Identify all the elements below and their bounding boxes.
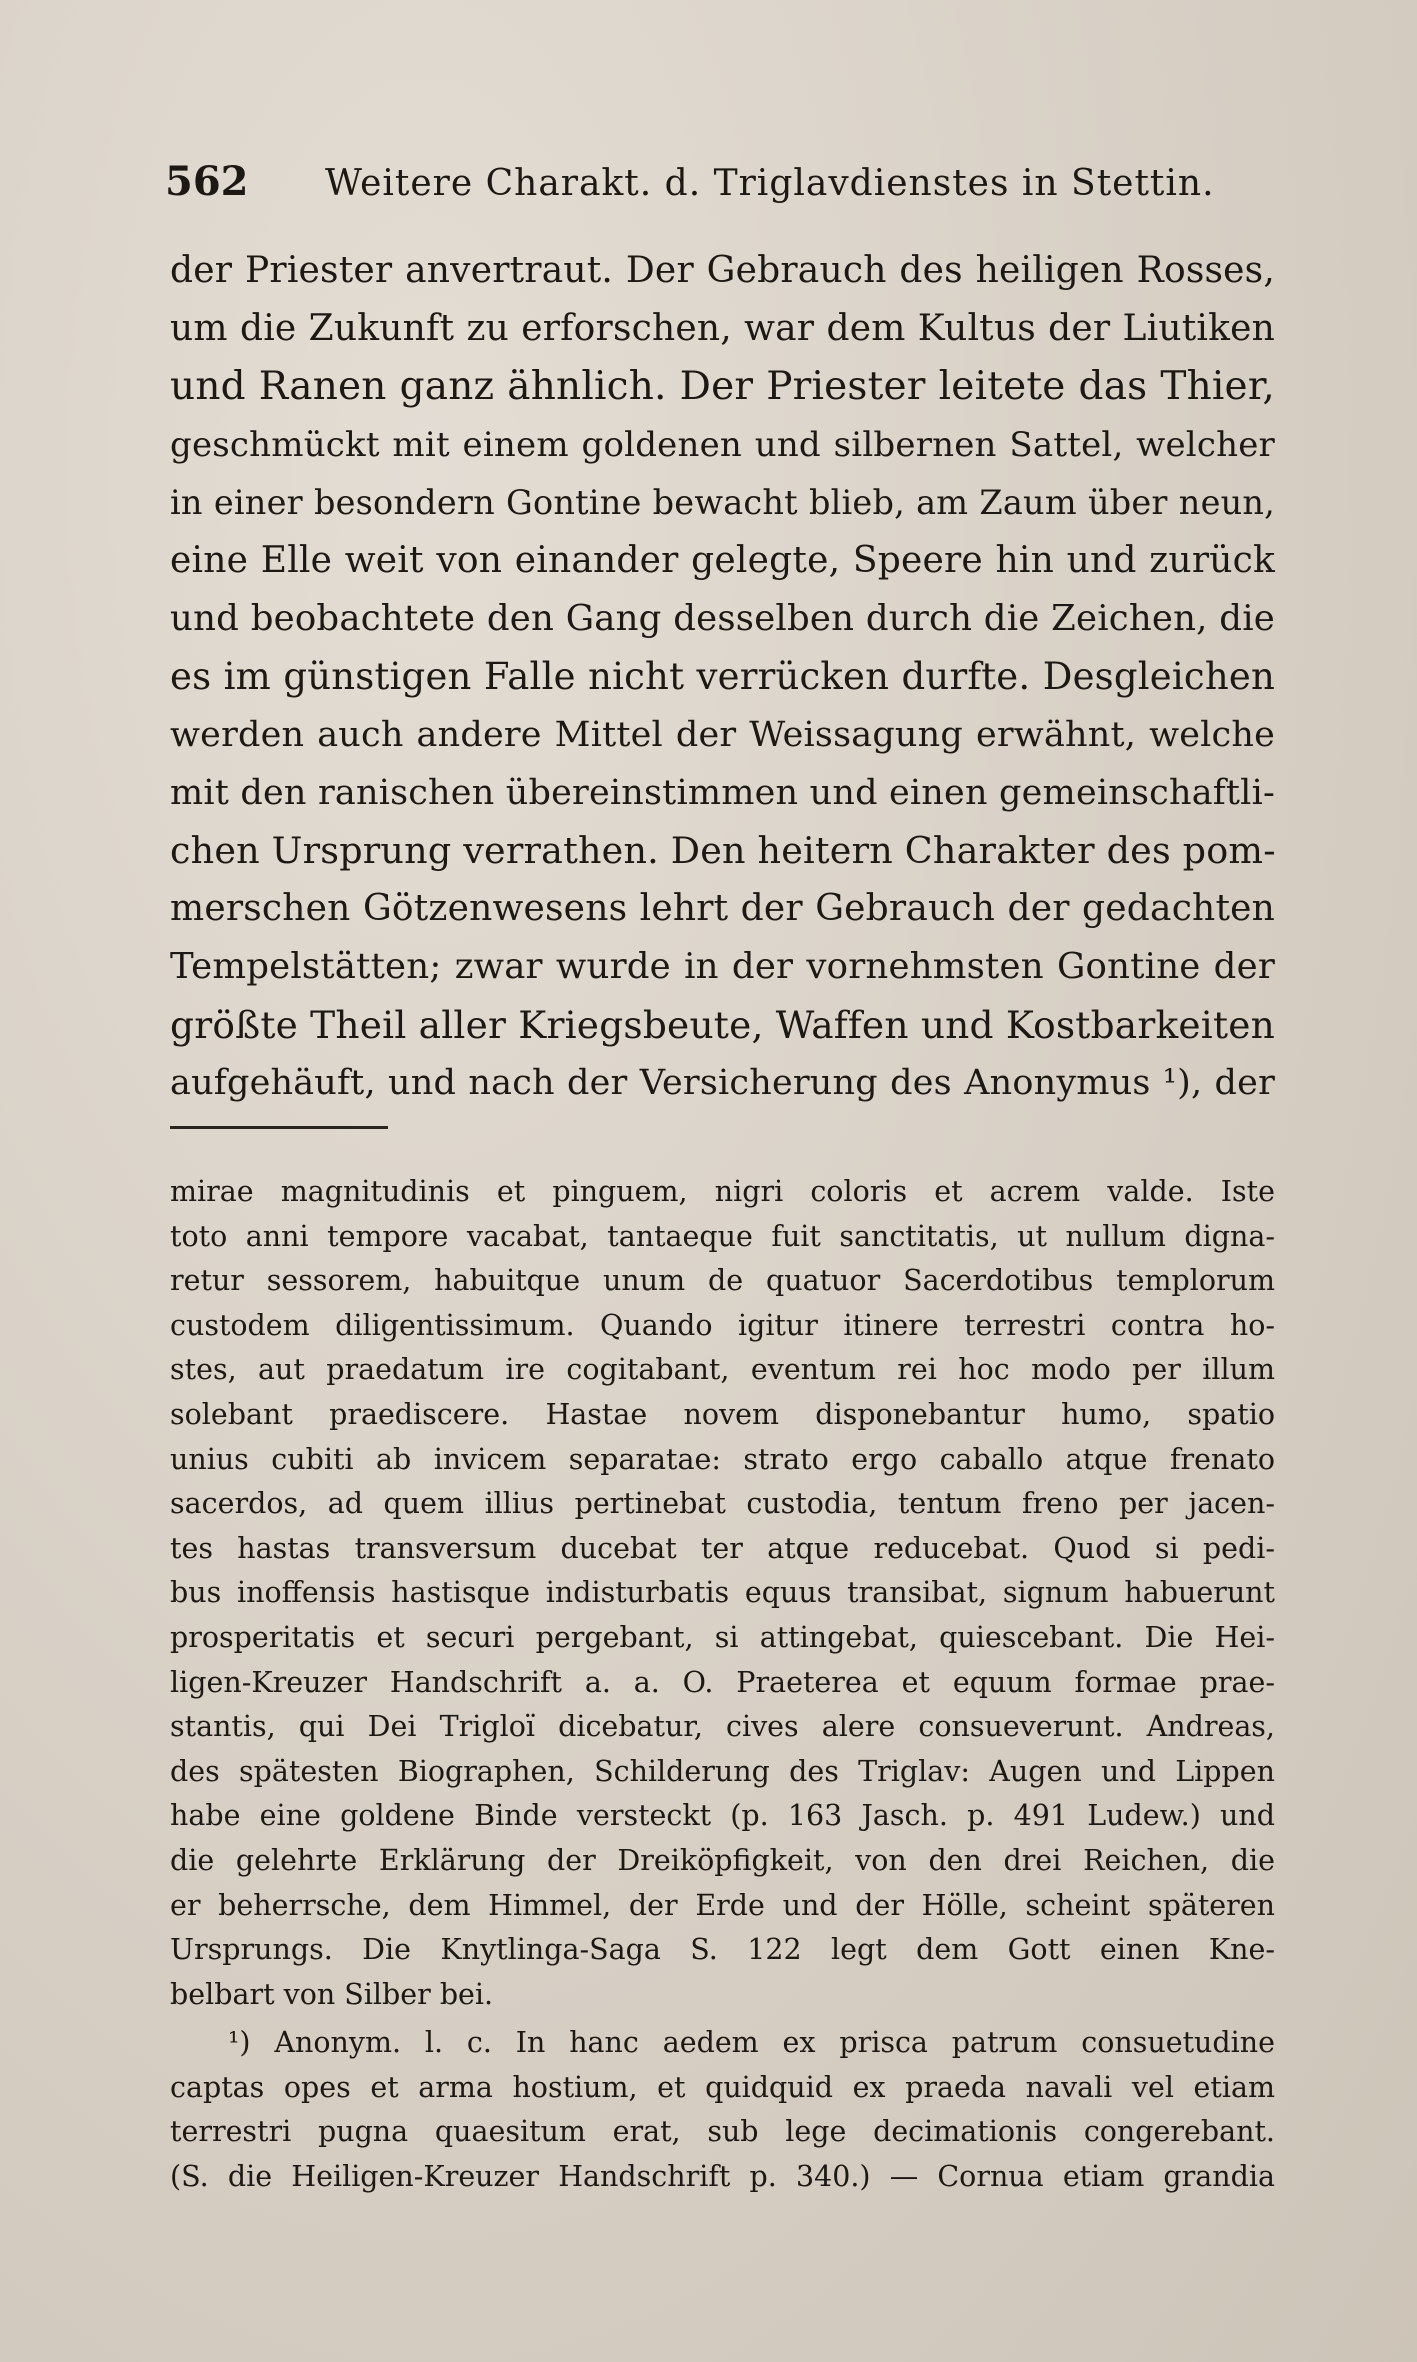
page-header	[165, 158, 1265, 218]
footnote-line: belbart von Silber bei.	[170, 1977, 494, 2011]
footnote-line: Ursprungs. Die Knytlinga-Saga S. 122 legt dem Gott einen Kne-	[170, 1933, 1275, 1967]
footnote-line: ligen-Kreuzer Handschrift a. a. O. Praeterea et equum formae prae-	[170, 1665, 1275, 1699]
footnote-line: habe eine goldene Binde versteckt (p. 163 Jasch. p. 491 Ludew.) und	[170, 1799, 1275, 1833]
text-line: mit den ranischen übereinstimmen und einen gemeinschaftli-	[170, 773, 1275, 813]
text-line: werden auch andere Mittel der Weissagung erwähnt, welche	[170, 715, 1275, 755]
footnote-rule	[170, 1126, 388, 1129]
text-line: Tempelstätten; zwar wurde in der vornehmsten Gontine der	[170, 946, 1275, 987]
footnote-line: toto anni tempore vacabat, tantaeque fuit sanctitatis, ut nullum digna-	[170, 1219, 1275, 1253]
footnote-line: unius cubiti ab invicem separatae: strato ergo caballo atque frenato	[170, 1442, 1275, 1476]
text-line: eine Elle weit von einander gelegte, Speere hin und zurück	[170, 540, 1275, 581]
text-line: chen Ursprung verrathen. Den heitern Charakter des pom-	[170, 829, 1276, 872]
page-number: 562	[165, 158, 249, 205]
footnote-line: mirae magnitudinis et pinguem, nigri coloris et acrem valde. Iste	[170, 1175, 1275, 1208]
footnote-line: (S. die Heiligen-Kreuzer Handschrift p. 340.) — Cornua etiam grandia	[170, 2159, 1275, 2193]
footnote-line: stes, aut praedatum ire cogitabant, eventum rei hoc modo per illum	[170, 1353, 1275, 1387]
text-line: es im günstigen Falle nicht verrücken durfte. Desgleichen	[170, 655, 1275, 698]
main-text	[170, 242, 1275, 1112]
footnote-line: solebant praediscere. Hastae novem disponebantur humo, spatio	[170, 1397, 1275, 1431]
text-line: der Priester anvertraut. Der Gebrauch des heiligen Rosses,	[170, 250, 1275, 291]
running-head: Weitere Charakt. d. Triglavdienstes in Stettin.	[325, 163, 1215, 204]
footnote-line: prosperitatis et securi pergebant, si attingebat, quiescebant. Die Hei-	[170, 1620, 1275, 1654]
footnote-line: retur sessorem, habuitque unum de quatuor Sacerdotibus templorum	[170, 1264, 1275, 1298]
text-line: merschen Götzenwesens lehrt der Gebrauch der gedachten	[170, 888, 1275, 929]
text-line: und Ranen ganz ähnlich. Der Priester leitete das Thier,	[170, 364, 1275, 409]
footnote-1	[170, 2021, 1275, 2199]
footnote-line: terrestri pugna quaesitum erat, sub lege decimationis congerebant.	[170, 2115, 1275, 2149]
footnote-line: tes hastas transversum ducebat ter atque reducebat. Quod si pedi-	[170, 1531, 1275, 1565]
text-line: geschmückt mit einem goldenen und silbernen Sattel, welcher	[170, 425, 1275, 465]
footnote-line: er beherrsche, dem Himmel, der Erde und der Hölle, scheint späteren	[170, 1888, 1275, 1922]
footnote-line: bus inoffensis hastisque indisturbatis equus transibat, signum habuerunt	[170, 1576, 1275, 1610]
text-line: und beobachtete den Gang desselben durch die Zeichen, die	[170, 598, 1275, 639]
text-line: aufgehäuft, und nach der Versicherung des Anonymus ¹), der	[170, 1063, 1275, 1103]
text-line: um die Zukunft zu erforschen, war dem Kultus der Liutiken	[170, 308, 1275, 349]
footnote-line: stantis, qui Dei Trigloï dicebatur, cives alere consueverunt. Andreas,	[170, 1710, 1275, 1744]
footnote-line: sacerdos, ad quem illius pertinebat custodia, tentum freno per jacen-	[170, 1487, 1275, 1521]
footnote-line: ¹) Anonym. l. c. In hanc aedem ex prisca patrum consuetudine	[228, 2026, 1275, 2059]
text-line: in einer besondern Gontine bewacht blieb, am Zaum über neun,	[170, 483, 1275, 522]
footnote-line: custodem diligentissimum. Quando igitur itinere terrestri contra ho-	[170, 1308, 1275, 1342]
footnote-line: die gelehrte Erklärung der Dreiköpfigkeit, von den drei Reichen, die	[170, 1843, 1275, 1877]
footnote-continuation	[170, 1170, 1275, 2017]
text-line: größte Theil aller Kriegsbeute, Waffen und Kostbarkeiten	[170, 1003, 1275, 1047]
footnote-line: des spätesten Biographen, Schilderung des Triglav: Augen und Lippen	[170, 1754, 1275, 1788]
footnote-line: captas opes et arma hostium, et quidquid ex praeda navali vel etiam	[170, 2070, 1275, 2104]
